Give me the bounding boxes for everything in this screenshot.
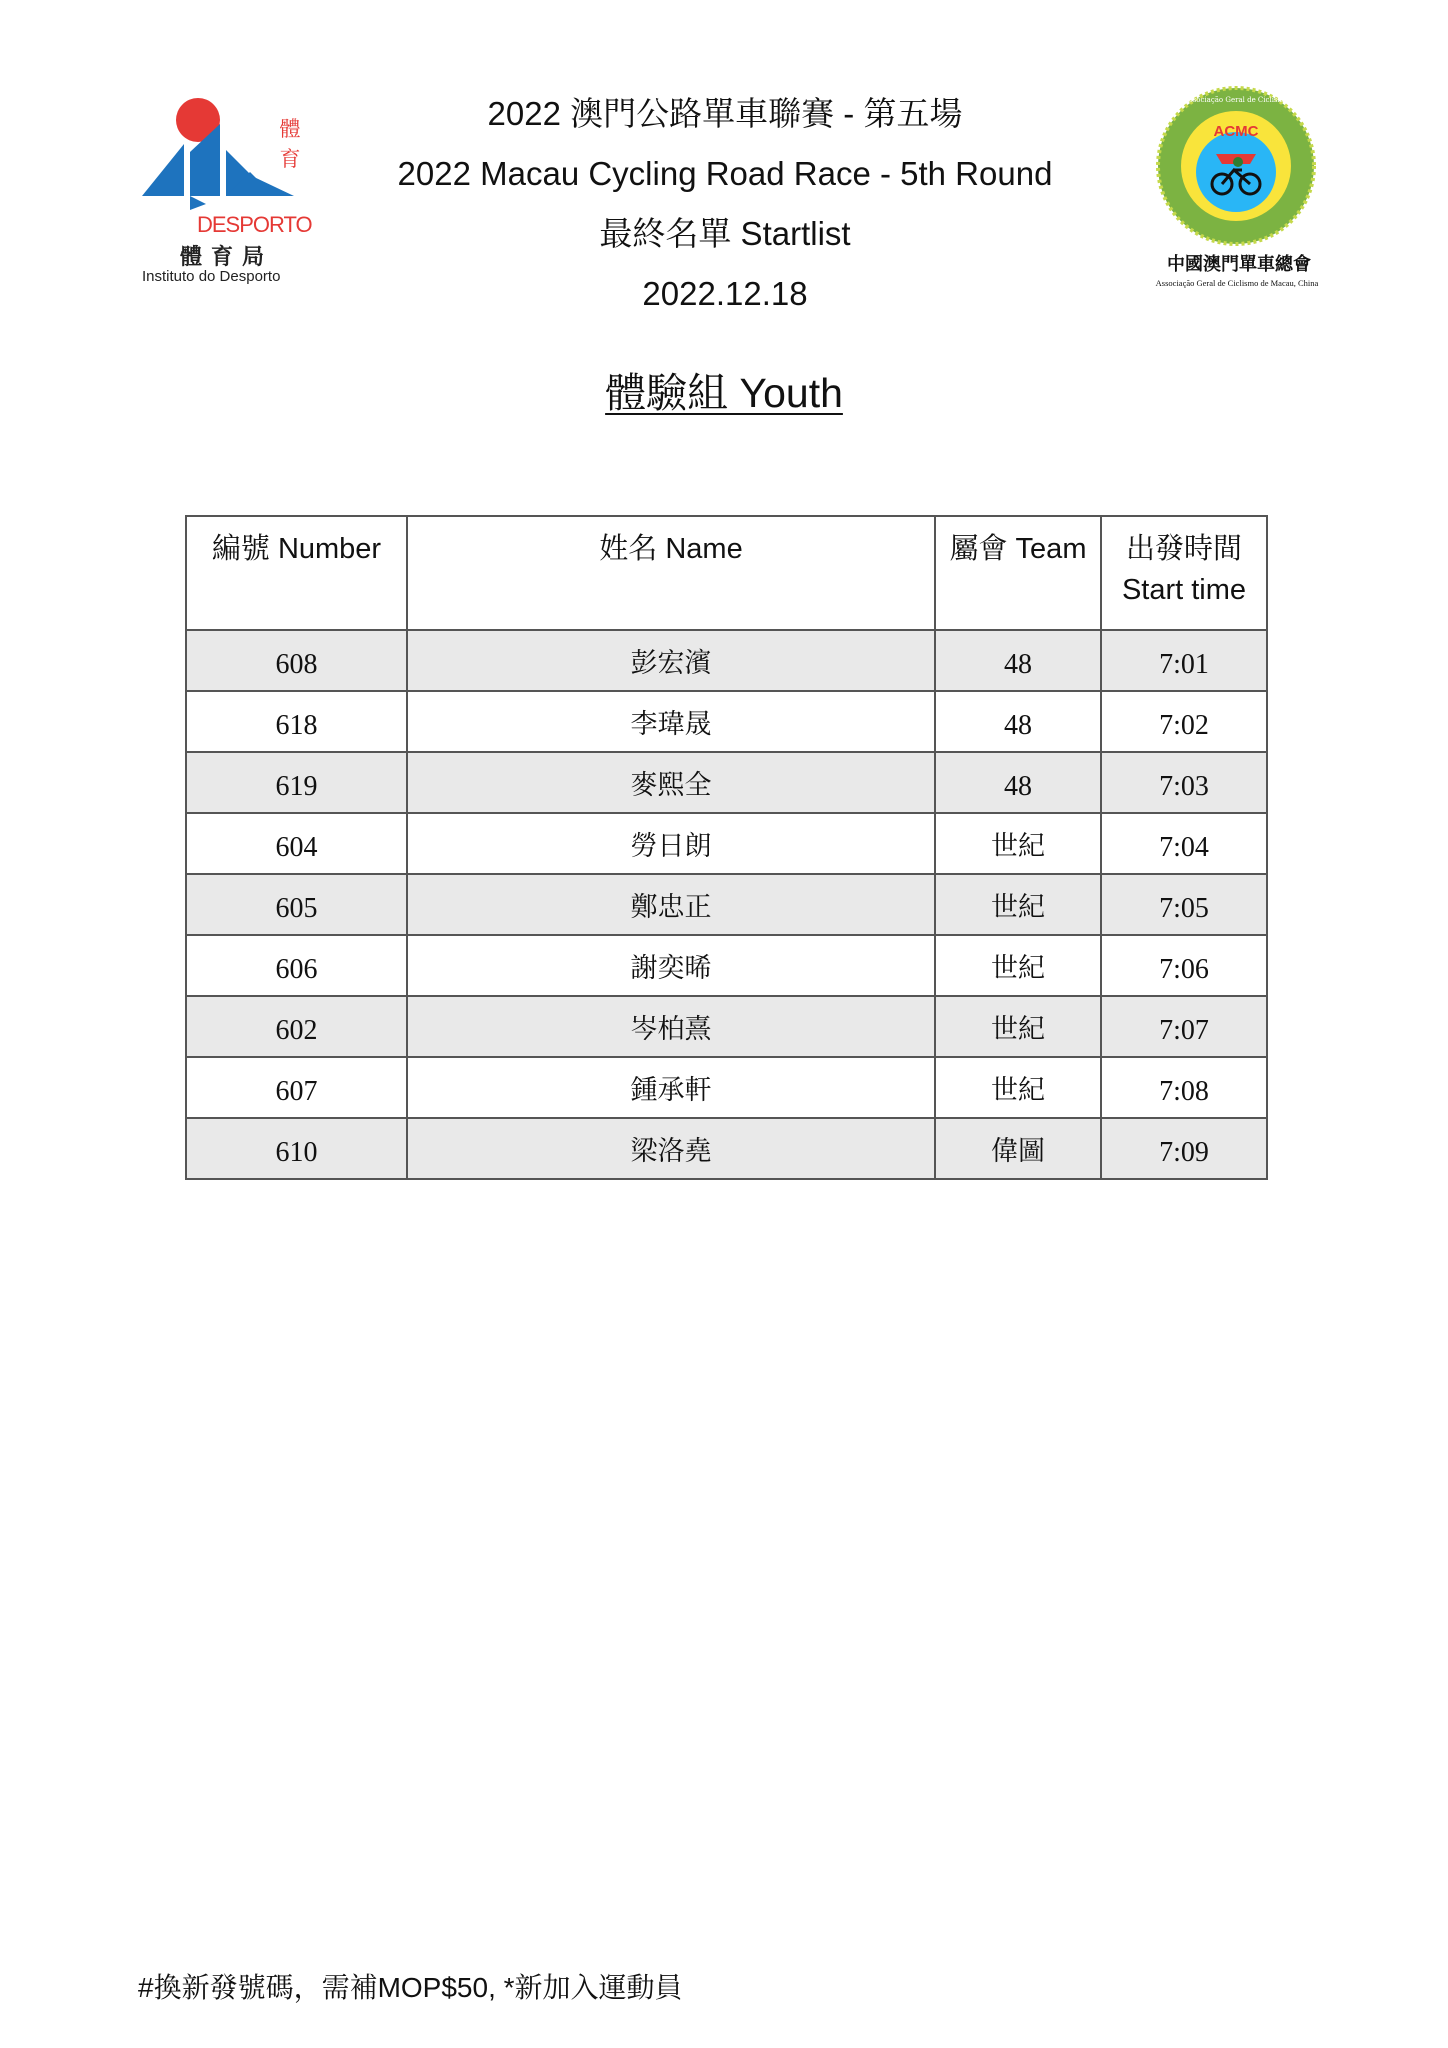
rider-name: 鍾承軒 — [407, 1057, 935, 1118]
table-row — [186, 1118, 1267, 1179]
rider-start-time: 7:09 — [1101, 1118, 1267, 1179]
start-time-header-english: Start time — [1121, 574, 1247, 606]
startlist-title: 最終名單 Startlist — [599, 215, 851, 252]
acmc-ring-text: 中國澳門單車總會 · Associação Geral de Ciclismo de Macau, China — [1121, 96, 1351, 104]
rider-name: 李瑋晟 — [407, 691, 935, 752]
rider-name: 麥熙全 — [407, 752, 935, 813]
acmc-logo — [1121, 86, 1351, 296]
start-time-header-chinese: 出發時間 — [1125, 533, 1242, 565]
race-date: 2022.12.18 — [642, 275, 808, 312]
rider-number: 610 — [186, 1118, 407, 1179]
rider-team: 世紀 — [935, 1057, 1101, 1118]
rider-number: 606 — [186, 935, 407, 996]
table-row — [186, 691, 1267, 752]
desporto-chinese-name: 體育局 — [180, 244, 274, 269]
desporto-vertical-characters: 體 育 — [279, 117, 301, 171]
acmc-portuguese-name: Associação Geral de Ciclismo de Macau, China — [1155, 278, 1319, 288]
rider-number: 602 — [186, 996, 407, 1057]
rider-name: 勞日朗 — [407, 813, 935, 874]
rider-number: 607 — [186, 1057, 407, 1118]
rider-number: 604 — [186, 813, 407, 874]
rider-number: 618 — [186, 691, 407, 752]
rider-name: 謝奕晞 — [407, 935, 935, 996]
rider-start-time: 7:07 — [1101, 996, 1267, 1057]
rider-start-time: 7:08 — [1101, 1057, 1267, 1118]
desporto-logo — [142, 94, 322, 290]
document-header — [330, 84, 1120, 324]
table-row — [186, 1057, 1267, 1118]
rider-number: 619 — [186, 752, 407, 813]
table-row — [186, 874, 1267, 935]
rider-team: 48 — [935, 752, 1101, 813]
startlist-table — [185, 515, 1268, 1180]
rider-name: 鄭忠正 — [407, 874, 935, 935]
rider-start-time: 7:04 — [1101, 813, 1267, 874]
column-header-number: 編號 Number — [186, 516, 407, 630]
acmc-emblem-text: ACMC — [1213, 123, 1259, 140]
table-row — [186, 752, 1267, 813]
category-heading — [0, 360, 1448, 419]
rider-number: 608 — [186, 630, 407, 691]
rider-team: 48 — [935, 691, 1101, 752]
column-header-team: 屬會 Team — [935, 516, 1101, 630]
footnote: #換新發號碼，需補MOP$50, *新加入運動員 — [138, 1972, 683, 2003]
rider-start-time: 7:02 — [1101, 691, 1267, 752]
table-row — [186, 935, 1267, 996]
rider-team: 世紀 — [935, 874, 1101, 935]
table-header-row — [186, 516, 1267, 630]
desporto-portuguese-name: Instituto do Desporto — [142, 268, 281, 285]
rider-team: 48 — [935, 630, 1101, 691]
rider-name: 彭宏濱 — [407, 630, 935, 691]
acmc-chinese-name: 中國澳門單車總會 — [1167, 254, 1311, 275]
category-title: 體驗組 Youth — [605, 370, 843, 416]
rider-start-time: 7:01 — [1101, 630, 1267, 691]
table-row — [186, 813, 1267, 874]
rider-start-time: 7:06 — [1101, 935, 1267, 996]
rider-team: 世紀 — [935, 813, 1101, 874]
acmc-emblem-graphic — [1121, 86, 1351, 246]
race-title-english: 2022 Macau Cycling Road Race - 5th Round — [397, 155, 1053, 192]
race-title-chinese: 2022 澳門公路單車聯賽 - 第五場 — [487, 95, 963, 132]
rider-team: 世紀 — [935, 996, 1101, 1057]
rider-start-time: 7:05 — [1101, 874, 1267, 935]
column-header-start-time — [1101, 516, 1267, 630]
rider-start-time: 7:03 — [1101, 752, 1267, 813]
rider-team: 世紀 — [935, 935, 1101, 996]
rider-name: 梁洛堯 — [407, 1118, 935, 1179]
table-row — [186, 630, 1267, 691]
rider-team: 偉圖 — [935, 1118, 1101, 1179]
desporto-brand-text: DESPORTO — [197, 212, 312, 237]
rider-number: 605 — [186, 874, 407, 935]
table-row — [186, 996, 1267, 1057]
rider-name: 岑柏熹 — [407, 996, 935, 1057]
column-header-name: 姓名 Name — [407, 516, 935, 630]
